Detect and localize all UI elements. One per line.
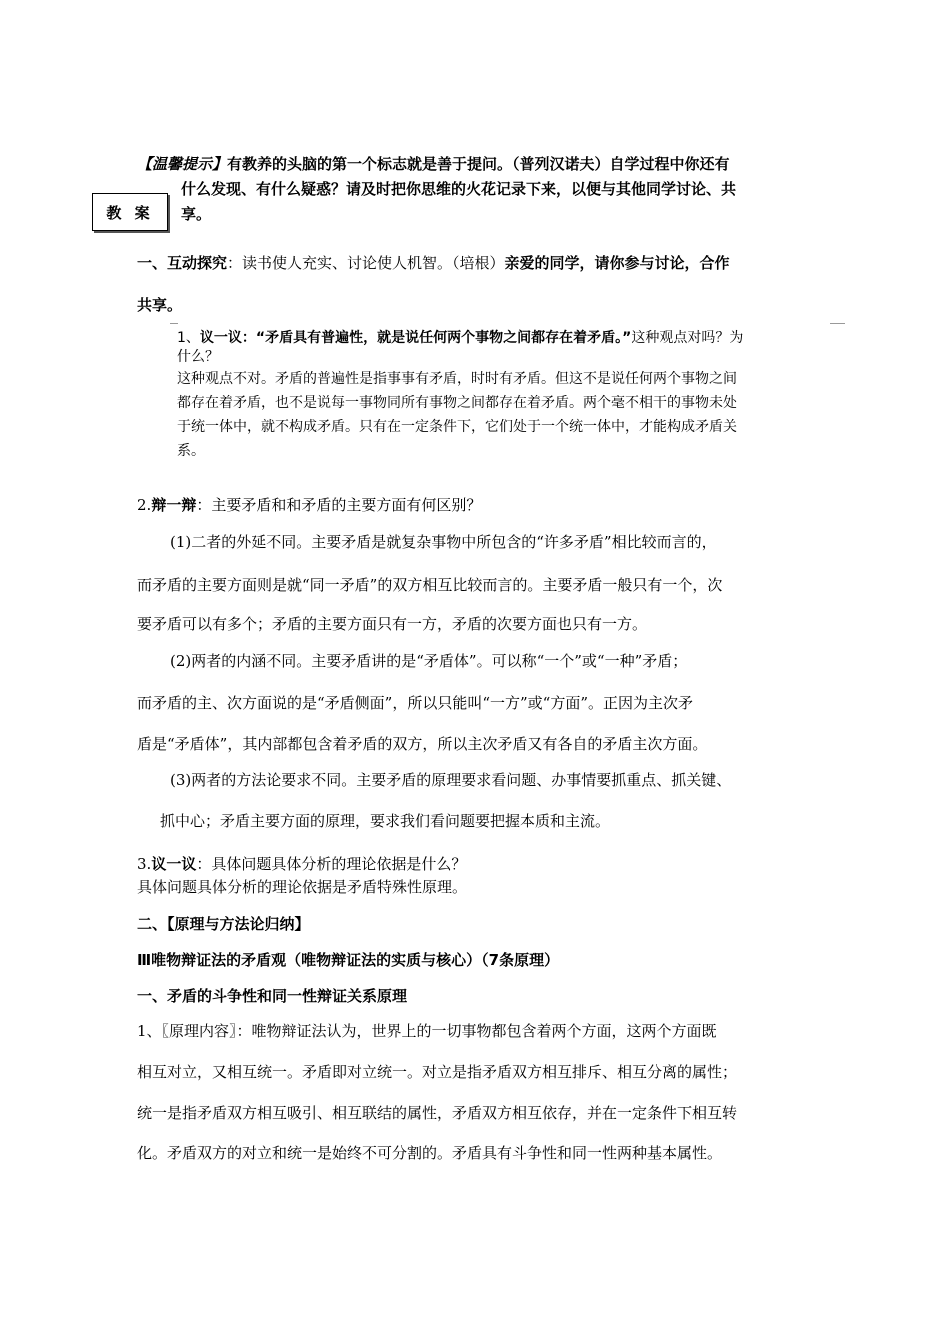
decorative-line [170,323,178,324]
q2-p2-line: 而矛盾的主、次方面说的是“矛盾侧面”，所以只能叫“一方”或“方面”。正因为主次矛 [137,694,694,712]
q3-answer: 具体问题具体分析的理论依据是矛盾特殊性原理。 [137,878,468,896]
tip-line-2: 什么发现、有什么疑惑？请及时把你思维的火花记录下来，以便与其他同学讨论、共 [181,180,737,198]
section2-sub2: 一、矛盾的斗争性和同一性辩证关系原理 [137,987,408,1005]
jiaoan-label-box: 教 案 [92,193,168,231]
q2-p3-line: (3)两者的方法论要求不同。主要矛盾的原理要求看问题、办事情要抓重点、抓关键、 [170,771,732,789]
q2-p1-line: 而矛盾的主要方面则是就“同一矛盾”的双方相互比较而言的。主要矛盾一般只有一个，次 [137,576,723,594]
q1-question: “矛盾具有普遍性，就是说任何两个事物之间都存在着矛盾。” [255,330,632,346]
q1-answer-line: 这种观点不对。矛盾的普遍性是指事事有矛盾，时时有矛盾。但这不是说任何两个事物之间 [177,371,737,387]
tip-line-1 [137,153,730,174]
section1-line [137,252,730,273]
q2-p2-line: (2)两者的内涵不同。主要矛盾讲的是“矛盾体”。可以称“一个”或“一种”矛盾； [170,652,688,670]
q2-p2-line: 盾是“矛盾体”，其内部都包含着矛盾的双方，所以主次矛盾又有各自的矛盾主次方面。 [137,735,708,753]
q1-question-tail2: 什么？ [177,349,219,365]
section2-sub: Ⅲ唯物辩证法的矛盾观（唯物辩证法的实质与核心）（7条原理） [137,951,560,969]
q1-answer-line: 于统一体中，就不构成矛盾。只有在一定条件下，它们处于一个统一体中，才能构成矛盾关 [177,419,737,435]
q3-question-line [137,853,466,874]
q1-question-tail: 这种观点对吗？为 [631,330,744,346]
principle-line: 相互对立，又相互统一。矛盾即对立统一。对立是指矛盾双方相互排斥、相互分离的属性； [137,1063,738,1081]
q2-prefix: 2. [137,496,152,514]
q3-prefix: 3. [137,855,152,873]
q2-p1-line: 要矛盾可以有多个；矛盾的主要方面只有一方，矛盾的次要方面也只有一方。 [137,615,648,633]
principle-line: 化。矛盾双方的对立和统一是始终不可分割的。矛盾具有斗争性和同一性两种基本属性。 [137,1144,723,1162]
principle-line: 1、〖原理内容〗：唯物辩证法认为，世界上的一切事物都包含着两个方面，这两个方面既 [137,1022,717,1040]
q2-p3-line: 抓中心；矛盾主要方面的原理，要求我们看问题要把握本质和主流。 [160,812,611,830]
q3-label: 议一议 [151,855,197,873]
q3-question: ：具体问题具体分析的理论依据是什么？ [196,855,467,873]
section2-heading: 二、【原理与方法论归纳】 [137,915,310,933]
decorative-line [830,323,845,324]
q2-label: 辩一辩 [151,496,197,514]
tip-label: 【温馨提示】 [137,155,228,173]
q1-question-line [177,327,743,347]
q1-answer-line: 系。 [177,443,205,459]
section1-invite-cont: 共享。 [137,296,183,314]
q1-answer-line: 都存在着矛盾，也不是说每一事物同所有事物之间都存在着矛盾。两个毫不相干的事物未处 [177,395,737,411]
q2-question-line [137,494,481,515]
q2-question: ：主要矛盾和和矛盾的主要方面有何区别？ [196,496,482,514]
q1-label: 议一议： [199,330,256,346]
section1-invite: 亲爱的同学，请你参与讨论，合作 [504,254,730,272]
principle-line: 统一是指矛盾双方相互吸引、相互联结的属性，矛盾双方相互依存，并在一定条件下相互转 [137,1104,738,1122]
section1-quote: ：读书使人充实、讨论使人机智。（培根） [227,254,505,272]
tip-line-3: 享。 [181,205,212,223]
q1-prefix: 1、 [177,330,200,346]
section1-heading: 一、互动探究 [137,254,228,272]
tip-text-1: 有教养的头脑的第一个标志就是善于提问。（普列汉诺夫）自学过程中你还有 [227,155,730,173]
q2-p1-line: (1)二者的外延不同。主要矛盾是就复杂事物中所包含的“许多矛盾”相比较而言的， [170,533,717,551]
